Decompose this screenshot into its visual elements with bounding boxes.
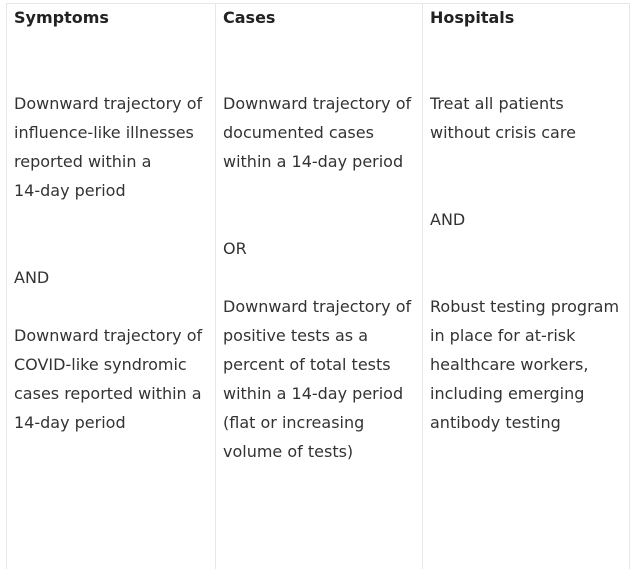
cases-cell bbox=[216, 42, 423, 569]
line bbox=[14, 292, 209, 321]
header-symptoms: Symptoms bbox=[7, 4, 216, 43]
line bbox=[430, 234, 623, 263]
line bbox=[14, 234, 209, 263]
line bbox=[14, 205, 209, 234]
hospitals-cell bbox=[423, 42, 630, 569]
line: Downward trajectory of bbox=[14, 94, 203, 113]
line: in place for at-risk bbox=[430, 326, 576, 345]
line: COVID-like syndromic bbox=[14, 355, 187, 374]
line bbox=[223, 176, 416, 205]
line: cases reported within a bbox=[14, 384, 202, 403]
line: 14-day period bbox=[14, 181, 126, 200]
line: without crisis care bbox=[430, 123, 576, 142]
line: influence-like illnesses bbox=[14, 123, 194, 142]
header-hospitals: Hospitals bbox=[423, 4, 630, 43]
line: within a 14-day period bbox=[223, 384, 404, 403]
line bbox=[223, 263, 416, 292]
gating-criteria-table bbox=[6, 3, 630, 569]
header-row bbox=[7, 4, 630, 43]
line bbox=[223, 205, 416, 234]
line bbox=[430, 147, 623, 176]
line: Treat all patients bbox=[430, 94, 564, 113]
line: documented cases bbox=[223, 123, 374, 142]
header-cases: Cases bbox=[216, 4, 423, 43]
criteria-row bbox=[7, 42, 630, 569]
line: reported within a bbox=[14, 152, 152, 171]
line: Downward trajectory of bbox=[223, 297, 412, 316]
line: positive tests as a bbox=[223, 326, 369, 345]
or-connector: OR bbox=[223, 239, 247, 258]
and-connector: AND bbox=[14, 268, 50, 287]
line: Downward trajectory of bbox=[223, 94, 412, 113]
line: 14-day period bbox=[14, 413, 126, 432]
line: within a 14-day period bbox=[223, 152, 404, 171]
line: healthcare workers, bbox=[430, 355, 589, 374]
line: Downward trajectory of bbox=[14, 326, 203, 345]
line: Robust testing program bbox=[430, 297, 620, 316]
line: including emerging bbox=[430, 384, 585, 403]
and-connector: AND bbox=[430, 210, 466, 229]
line: antibody testing bbox=[430, 413, 561, 432]
line: volume of tests) bbox=[223, 442, 354, 461]
line bbox=[430, 176, 623, 205]
line bbox=[430, 263, 623, 292]
line: (flat or increasing bbox=[223, 413, 365, 432]
line: percent of total tests bbox=[223, 355, 391, 374]
symptoms-cell bbox=[7, 42, 216, 569]
